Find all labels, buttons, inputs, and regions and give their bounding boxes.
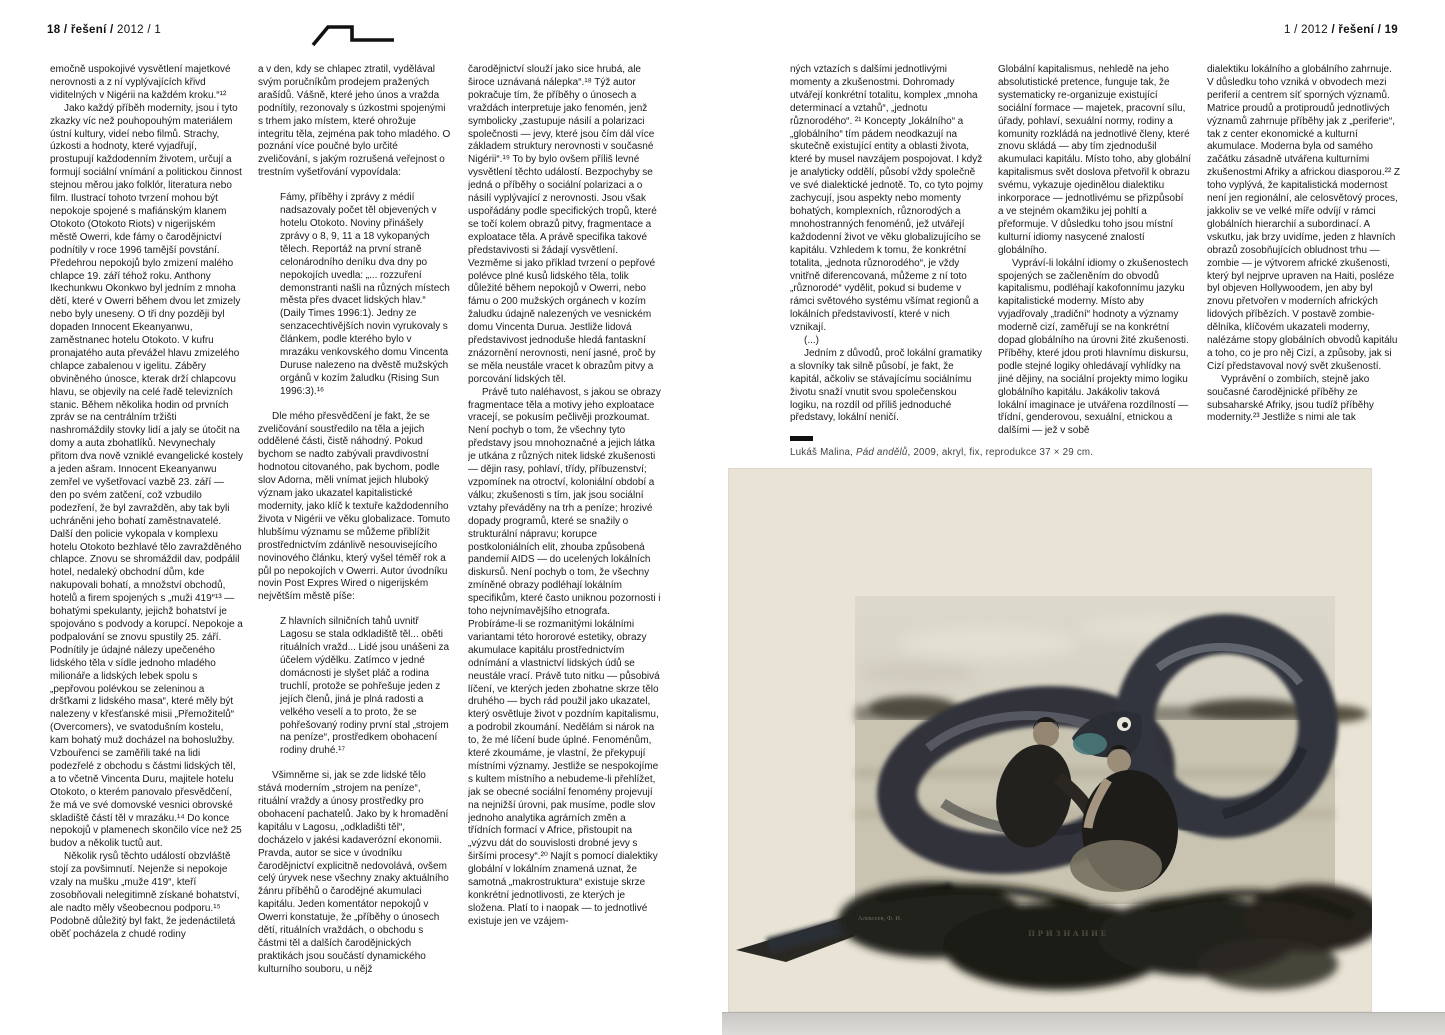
paragraph: Jedním z důvodů, proč lokální gramatiky a slovníky tak silně působí, je fakt, že kapitál, ačkoliv se stávajícímu sociálnímu životu snaží vnutit svou společenskou logiku, na rozdíl od příliš jednoduché představy, lokální neničí. <box>790 347 982 424</box>
paragraph: Několik rysů těchto událostí obzvláště stojí za povšimnutí. Nejenže si nepokoje vzaly na mušku „muže 419“, kteří zosobňovali nelegitimně získané bohatství, ale nadto měly všeobecnou podporu.¹⁵ Podobně důležitý byl fakt, že jedenáctiletá oběť pocházela z chudé rodiny <box>50 851 240 940</box>
paragraph: emočně uspokojivé vysvětlení majetkové nerovnosti a z ní vyplývajících křivd viditelných v Nigérii na každém kroku.“¹² <box>50 64 231 101</box>
figure-caption <box>790 447 1120 458</box>
page-number-right-regular: 1 / 2012 <box>1283 24 1332 36</box>
paragraph: dialektiku lokálního a globálního zahrnuje. V důsledku toho vzniká v obvodech mezi periferií a centrem síť sporných významů. Matrice proudů a protiproudů jednotlivých významů zahrnuje příběhy jak z „periferie“, tak z center ekonomické a kulturní akumulace. Moderna byla od samého začátku zásadně utvářena kulturními zkušenostmi Afriky a africkou diasporou.²² Z toho vyplývá, že kapitalistická modernost není jen regionální, ale celosvětový proces, jakkoliv se ve velké míře odvíjí v rámci globálních hierarchií a subordinací. A vskutku, jak brzy uvidíme, jeden z hlavních obrazů zosobňujících obludnost trhu — zombie — je výtvorem africké zkušenosti, který byl nejprve upraven na Haiti, posléze byl objeven Hollywoodem, jen aby byl znovu přetvořen v moderních afrických lidových příbězích. V postavě zombie-dělníka, klíčovém ukazateli moderny, nalézáme stopy globálních obvodů kapitálu a toho, co je pro něj Cizí, a způsoby, jak si Cizí představoval nový svět zkušeností. <box>1207 64 1400 372</box>
paragraph: Vyprávění o zombiích, stejně jako současné čarodějnické příběhy ze subsaharské Afriky, jsou tudíž příběhy modernity.²³ Jestliže s nimi ale tak <box>1207 373 1374 424</box>
caption-artist: Lukáš Malina, <box>790 447 856 458</box>
paragraph: Jako každý příběh modernity, jsou i tyto zkazky víc než pouhopouhým materiálem ústní kultury, videí nebo filmů. Strachy, úzkosti a hodnoty, které vyjadřují, prostupují každodenním životem, určují a formují sociální vnímání a politickou činnost stejnou měrou jako folklór, literatura nebo film. Ilustrací tohoto tvrzení mohou být nepokoje spojené s mafiánským klanem Otokoto (Otokoto Riots) v nigerijském městě Owerri, kde fámy o čarodějnictví podnítily v roce 1996 tamější povstání. Předehrou nepokojů bylo zmizení malého chlapce 19. září téhož roku. Anthony Ikechunkwu Okonkwo byl jedním z mnoha dětí, které v Owerri během dvou let zmizely nebo byly uneseny. O tři dny později byl dopaden Innocent Ekeanyanwu, zaměstnanec hotelu Otokoto. V kufru pronajatého auta převážel hlavu zmizelého chlapce zabalenou v igelitu. Záběry obviněného únosce, kterak drží chlapcovu hlavu, se objevily na celé řadě televizních stanic. Během několika hodin od prvních zpráv se na centrálním tržišti nashromáždily stovky lidí a jaly se útočit na domy a auta zbohatlíků. Nevynechaly přitom dva nově vzniklé evangelické kostely a jeden ašram. Innocent Ekeanyanwu zemřel ve vyšetřovací vazbě 23. září — den po svém zatčení, což vzbudilo podezření, že byl zavražděn, aby tak byli uchráněni jeho bohatí zaměstnavatelé. Další den policie vykopala v komplexu hotelu Otokoto bezhlavé tělo zavražděného chlapce. Znovu se shromáždil dav, podpálil hotel, nedaleký obchodní dům, kde nakupovali bohatí, a množství obchodů, hotelů a firem spojených s „muži 419“¹³ — bohatými spekulanty, jejichž bohatství je spojováno s podvody a korupcí. Nepokoje a podpalování se znovu spustily 25. září. Podnítily je údajné nálezy upečeného lidského těla v sídle jednoho mladého milionáře a lidských lebek spolu s „pepřovou polévkou se zeleninou a dršťkami z lidského masa“, které měly být nalezeny v křesťanské misii „Přemožitelů“ (Overcomers), ve svatodušním kostelu, kam bohatý muž docházel na bohoslužby. Vzbouřenci se zaměřili také na lidi podezřelé z obchodu s částmi lidských těl, a to včetně Vincenta Duru, majitele hotelu Otokoto, o kterém panovalo přesvědčení, že má ve své domovské vesnici obrovské skladiště částí těl v mrazáku.¹⁴ Do konce nepokojů v plamenech skončilo více než 25 budov a několik tuctů aut. <box>50 102 243 850</box>
page-number-left-regular: 2012 / 1 <box>117 24 162 36</box>
woman-skirt-highlight <box>1070 840 1162 892</box>
page-number-left-bold: 18 / řešení / <box>47 24 118 36</box>
paragraph: Právě tuto naléhavost, s jakou se obrazy fragmentace těla a motivy jeho exploatace vracejí, se pokusím pečlivěji prozkoumat. Není pochyb o tom, že všechny tyto představy jsou mnohoznačné a jejich látka je utkána z různých nitek lidské zkušenosti — dějin rasy, pohlaví, třídy, příbuzenství; vzpomínek na otroctví, koloniální období a válku; zkušenosti s tím, jak jsou sociální vztahy převáděny na trh a peníze; hrozivé dopady programů, které se snažily o strukturální nápravu; korupce postkoloniálních elit, zhouba způsobená pandemií AIDS — do ucelených lokálních diskursů. Není pochyb o tom, že všechny zmíněné obrazy podléhají lokálním specifikům, které často uniknou pozornosti i toho nejvnímavějšího etnografa. Probíráme-li se rozmanitými lokálními variantami této hororové estetiky, obrazy akumulace kapitálu prostřednictvím odnímání a vlastnictví lidských údů se neustále vrací. Právě tuto nitku — působivá líčení, ve kterých jeden zbohatne skrze tělo druhého — bych rád použil jako ukazatel, který osvětluje život v pozdním kapitalismu, a podrobil zkoumání. Nedělám si nárok na to, že mé líčení bude úplné. Fenoménům, které zkoumáme, je vlastní, že překypují místními významy. Jestliže se nespokojíme s kultem místního a nebudeme-li přehlížet, jak se obecné sociální fenomény projevují na nejnižší úrovni, pak musíme, podle slov jednoho analytika agrárních změn a třídních formací v Africe, přistoupit na „výzvu dát do souvislosti drobné jevy s širšími procesy“.²⁰ Najít s pomocí dialektiky globální v lokálním znamená uznat, že samotná „makrostruktura“ existuje skrze konkrétní jednotlivosti, ze kterých je složena. Platí to i naopak — to jednotlivé existuje jen ve vzájem- <box>468 386 661 927</box>
page-bottom-edge-shadow <box>722 1012 1445 1035</box>
block-quote: Z hlavních silničních tahů uvnitř Lagosu se stala odkladiště těl... oběti rituálních vražd... Lidé jsou unášeni za účelem výdělku. Zatímco v jedné domácnosti je slyšet pláč a rodina truchlí, protože se pohřešuje jeden z jejích členů, jiná je plná radosti a velkého veselí a to proto, že se pohřešovaný rodiny první stal „strojem na peníze“, prostředkem obohacení rodiny druhé.¹⁷ <box>280 616 450 757</box>
paragraph: Vypráví-li lokální idiomy o zkušenostech spojených se začleněním do obvodů kapitalismu, podléhají kakofonnímu jazyku kapitalistické moderny. Místo aby vyjadřovaly „tradiční“ hodnoty a významy moderně cizí, zaměřují se na konkrétní dopad globálního na úrovni žité zkušenosti. Příběhy, které jdou proti hlavnímu diskursu, podle stejné logiky ohledávají vyhlídky na jiné dějiny, na sociální projekty mimo logiku globálního kapitálu. Jakákoliv taková lokální imaginace je utvářena rozdílností — třídní, genderovou, sexuální, etnickou a dalšími — jež v sobě <box>998 257 1189 437</box>
text-column-2 <box>258 64 451 1010</box>
man-head <box>1033 721 1059 747</box>
paragraph: ných vztazích s dalšími jednotlivými momenty a zkušenostmi. Dohromady utvářejí konkrétní totalitu, komplex „mnoha determinací a vztahů“, „jednotu různorodého“. ²¹ Koncepty „lokálního“ a „globálního“ tím pádem neodkazují na skutečně existující entity a oblasti života, které by musel navzájem pospojovat. I když je analyticky oddělí, působí vždy společně ve své dialektické jednotě. To, co tyto pojmy zachycují, jsou aspekty nebo momenty bohatých, komplexních, různorodých a mnohostranných fenoménů, jež utvářejí každodenní život ve věku globalizujícího se kapitálu. Vzhledem k tomu, že konkrétní totalita, „jednota různorodého“, je vždy vnitřně diferencovaná, můžeme z ní toto „různorodé“ vydělit, pokud si budeme v rámci světového systému všímat regionů a lokálních představivostí, které v nich vznikají. <box>790 64 983 334</box>
text-column-3 <box>468 64 661 1010</box>
text-column-1 <box>50 64 243 1010</box>
artwork-illustration <box>728 468 1372 1012</box>
text-column-6 <box>1207 64 1400 448</box>
paragraph: a v den, kdy se chlapec ztratil, vydělával svým poručníkům prodejem pražených arašídů. Vášně, které jeho únos a vražda podnítily, rezonovaly s úzkostmi spojenými s trhem jako místem, které ohrožuje integritu těla, zejména pak toho mladého. O poznání více poučné bylo určité zveličování, s jakým rozrušená veřejnost o trestním vyšetřování vypovídala: <box>258 64 451 179</box>
paragraph: Všimněme si, jak se zde lidské tělo stává moderním „strojem na peníze“, rituální vraždy a únosy prostředky pro obohacení pachatelů. Jako by k hromadění kapitálu v Lagosu, „odkladišti těl“, docházelo v jakési kadaverózní ekonomii. Pravda, autor se sice v úvodníku čarodějnictví explicitně nedovolává, ovšem celý úryvek nese všechny znaky aktuálního žánru příběhů o čarodějné akumulaci kapitálu. Jeden komentátor nepokojů v Owerri konstatuje, že „příběhy o únosech dětí, rituálních vraždách, o obchodu s částmi těl a dalších čarodějnických praktikách jsou součástí dynamického kulturního souboru, u nějž <box>258 770 449 975</box>
paragraph: Dle mého přesvědčení je fakt, že se zveličování soustředilo na těla a jejich oddělené části, čistě náhodný. Pokud bychom se nadto zabývali pravdivostní hodnotou citovaného, pak bychom, podle slov Adorna, měli vnímat jejich hluboký význam jako ukazatel kapitalistické modernity, jako klíč k textuře každodenního života v Nigérii ve věku globalizace. Tomuto hlubšímu významu se můžeme přiblížit prostřednictvím zdánlivě nesouvisejícího novinového článku, který vyšel téměř rok a půl po nepokojích v Owerri. Autor úvodníku novin Post Expres Wired o nigerijském největším městě píše: <box>258 410 451 603</box>
ellipsis-line: (...) <box>804 335 819 347</box>
running-head-right <box>1100 24 1398 36</box>
artwork-panel <box>728 468 1372 1012</box>
serpent-snout-teal <box>1073 733 1107 755</box>
caption-marker-bar <box>790 436 813 441</box>
artwork-inscription: ПРИЗНАНИЕ <box>1028 929 1109 938</box>
paragraph: Globální kapitalismus, nehledě na jeho absolutistické pretence, funguje tak, že systematicky re-organizuje existující sociální formace — majetek, pracovní sílu, úřady, pohlaví, sexuální normy, rodiny a komunity rozkládá na jednotlivé členy, které znovu skládá — aby tím zjednodušil akumulaci kapitálu. Místo toho, aby globální kapitalismus svět doslova přetvořil k obrazu svému, vykazuje ojedinělou dialektiku inkorporace — jednotlivému se přizpůsobí a ve stejném okamžiku jej pohltí a přeformuje. V důsledku toho jsou místní kulturní idiomy nasycené znalostí globálního. <box>998 64 1191 256</box>
block-quote: Fámy, příběhy i zprávy z médií nadsazovaly počet těl objevených v hotelu Otokoto. Noviny přinášely zprávy o 8, 9, 11 a 18 vykopaných tělech. Reportáž na první straně celonárodního deníku dva dny po nepokojích uvedla: „... rozzuření demonstranti našli na různých místech města přes dvacet lidských hlav.“ (Daily Times 1996:1). Jedny ze senzacechtivějších novin vyrukovaly s článkem, podle kterého bylo v mrazáku venkovského domu Vincenta Duruse nalezeno na dvěstě mužských orgánů v kozím žaludku (Rising Sun 1996:3).¹⁶ <box>280 192 450 397</box>
journal-logo-zigzag-icon <box>306 18 398 50</box>
page-number-right-bold: / řešení / 19 <box>1331 24 1398 36</box>
paragraph: čarodějnictví slouží jako sice hrubá, ale široce uznávaná nálepka“.¹⁸ Týž autor pokračuje tím, že příběhy o únosech a vraždách interpretuje jako fenomén, jenž symbolicky „zastupuje násilí a polarizaci společnosti — jevy, které jsou čím dál více základem struktury nerovnosti v současné Nigérii“.¹⁹ To by bylo ovšem příliš levné vysvětlení těchto událostí. Bezpochyby se jedná o příběhy o sociální polarizaci a o násilí vyplývající z nerovnosti. Jsou však uspořádány podle specifických tropů, které se točí kolem obrazů pitvy, fragmentace a exploatace těla. A právě specifika takové představivosti si žádají vysvětlení. Vezměme si jako příklad tvrzení o pepřové polévce plné kusů lidského těla, tolik důležité během nepokojů v Owerri, nebo fámu o 200 mužských orgánech v kozím žaludku údajně nalezených ve vesnickém domu Vincenta Durua. Jestliže lidová představivost jednoduše hledá fantaskní znázornění nerovnosti, není jasné, proč by se měla neustále vracet k obrazům pitvy a porcování lidských těl. <box>468 64 657 385</box>
woman-head <box>1107 749 1131 773</box>
text-column-5 <box>998 64 1191 448</box>
caption-details: , 2009, akryl, fix, reprodukce 37 × 29 cm. <box>907 447 1094 458</box>
running-head-left <box>47 24 161 36</box>
caption-title-italic: Pád andělů <box>855 447 908 458</box>
artwork-signature: Алексеев, Ф. И. <box>858 915 902 922</box>
text-column-4 <box>790 64 983 438</box>
